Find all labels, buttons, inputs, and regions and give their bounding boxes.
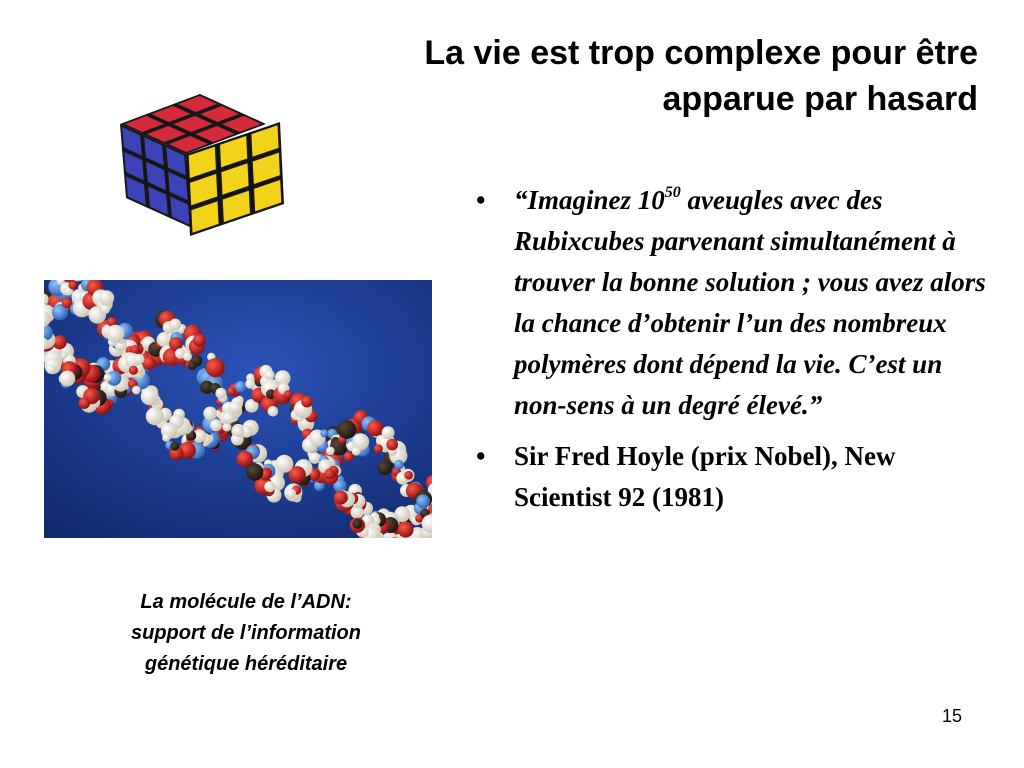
dna-atom <box>183 352 192 361</box>
dna-atom <box>301 396 313 408</box>
dna-atom <box>129 366 138 375</box>
dna-atom <box>268 406 279 417</box>
dna-atom <box>352 447 361 456</box>
dna-atom <box>99 290 114 305</box>
dna-atom <box>193 334 206 347</box>
bullet-marker: • <box>476 441 486 471</box>
dna-molecule-image <box>44 280 432 538</box>
slide-title <box>298 30 978 122</box>
dna-atom <box>398 522 414 538</box>
dna-atom <box>206 358 225 377</box>
dna-atom <box>106 325 124 343</box>
dna-atom <box>374 444 383 453</box>
quote-text <box>514 185 986 420</box>
dna-atom <box>132 386 141 395</box>
bullet-item-attribution <box>472 436 992 518</box>
dna-atom <box>79 397 91 409</box>
dna-atom <box>101 304 111 314</box>
dna-atom <box>337 420 356 439</box>
bullet-list <box>472 180 992 528</box>
bullet-marker: • <box>476 185 486 215</box>
dna-atom <box>162 434 170 442</box>
dna-atom <box>394 460 404 470</box>
rubiks-cube-icon <box>112 88 287 243</box>
caption-line-2: support de l’information <box>131 622 361 644</box>
dna-atom <box>210 419 222 431</box>
dna-atom <box>367 420 383 436</box>
dna-atom <box>146 407 164 425</box>
dna-atom <box>215 388 226 399</box>
dna-atom <box>188 361 197 370</box>
image-caption <box>60 587 432 680</box>
dna-atom <box>404 471 413 480</box>
dna-atom <box>203 407 217 421</box>
slide-title-line-2: apparue par hasard <box>662 80 978 118</box>
dna-atom <box>134 354 144 364</box>
dna-atom <box>326 447 335 456</box>
dna-atom <box>334 491 348 505</box>
dna-atom <box>320 429 328 437</box>
dna-atom <box>324 469 335 480</box>
dna-atom <box>286 489 296 499</box>
dna-atom <box>386 439 398 451</box>
dna-atom <box>275 455 293 473</box>
dna-atom <box>264 481 275 492</box>
dna-atom <box>170 442 179 451</box>
quote-body: aveugles avec des Rubixcubes parvenant simultanément à trouver la bonne solution ; vous avez alors la chance d’obtenir l’un des nombreux polymères dont dépend la vie. C’est un non-sens à un degré élevé.” <box>514 185 986 420</box>
dna-atom <box>382 426 395 439</box>
dna-atom <box>235 381 247 393</box>
dna-atom <box>352 519 362 529</box>
dna-atom <box>232 425 244 437</box>
dna-atom <box>222 412 235 425</box>
quote-prefix: “Imaginez 10 <box>514 185 665 215</box>
dna-atom <box>227 387 236 396</box>
dna-atom <box>104 374 112 382</box>
dna-atom <box>284 390 293 399</box>
caption-line-3: génétique héréditaire <box>144 653 348 675</box>
page-number: 15 <box>941 706 962 726</box>
caption-line-1: La molécule de l’ADN: <box>140 591 352 613</box>
bullet-item-quote <box>472 180 992 426</box>
dna-atom <box>69 281 78 290</box>
dna-atom <box>60 371 76 387</box>
dna-atom <box>237 451 253 467</box>
quote-exponent: 50 <box>664 184 681 201</box>
slide-title-line-1: La vie est trop complexe pour être <box>424 34 978 72</box>
dna-atom <box>245 379 255 389</box>
dna-atom <box>46 364 56 374</box>
dna-atom <box>169 319 181 331</box>
dna-atom <box>222 423 231 432</box>
attribution-text: Sir Fred Hoyle (prix Nobel), New Scientist 92 (1981) <box>514 441 896 512</box>
dna-atom <box>309 452 321 464</box>
dna-atom <box>377 460 392 475</box>
dna-atom <box>141 387 159 405</box>
dna-atom <box>265 370 275 380</box>
dna-atom <box>416 495 430 509</box>
